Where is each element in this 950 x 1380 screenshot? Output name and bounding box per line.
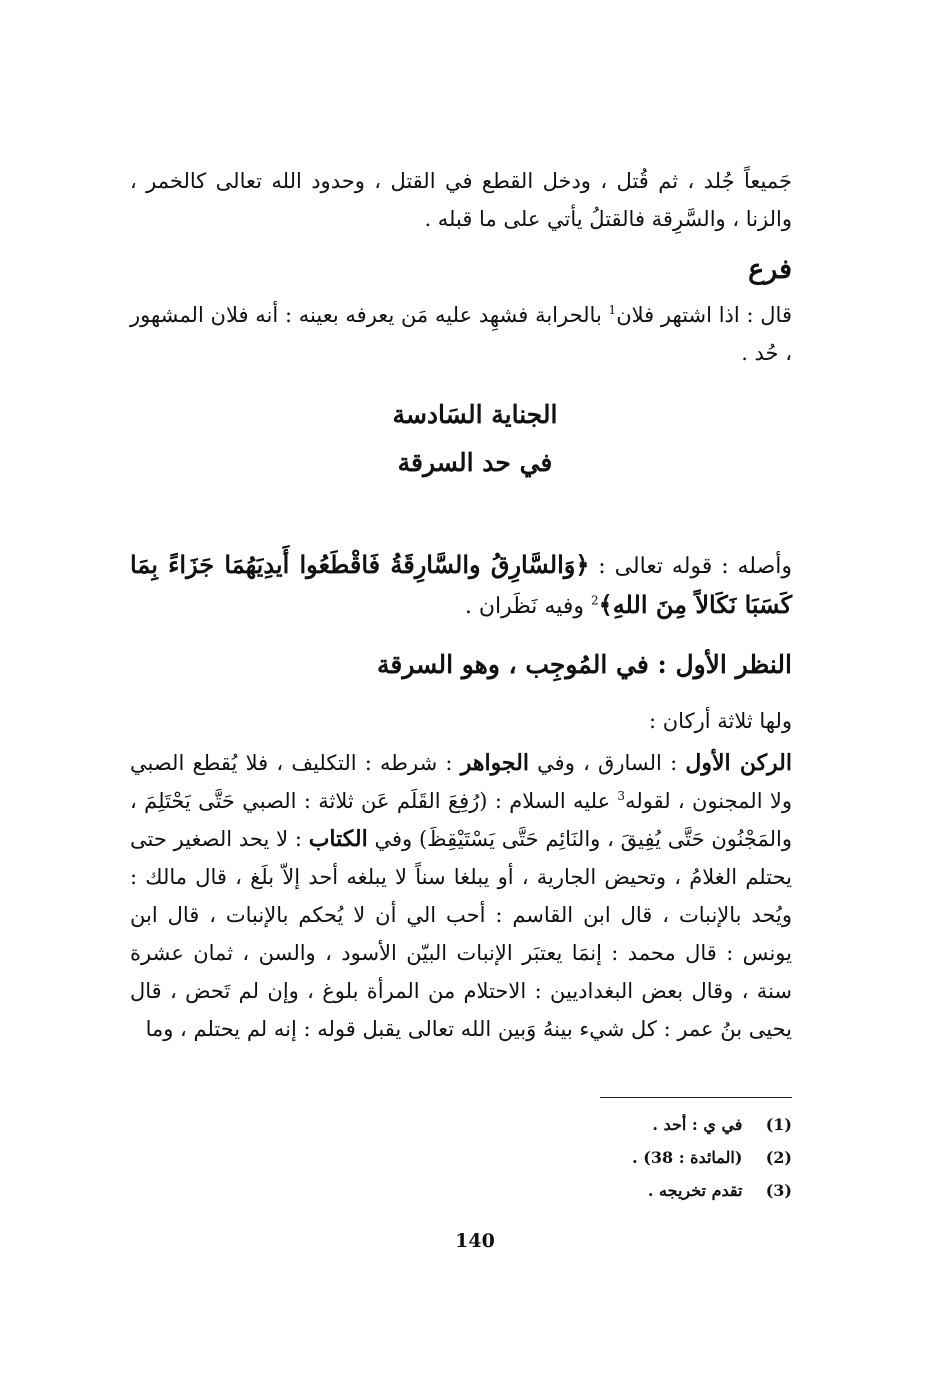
keyword-kitab: الكتاب — [308, 826, 368, 852]
keyword-first-pillar: الركن الأول — [685, 750, 792, 776]
footnote-text: تقدم تخريجه . — [647, 1181, 743, 1200]
footnote-number: (2) — [765, 1148, 792, 1167]
footnote-divider — [600, 1097, 792, 1098]
paragraph-continuation: جَميعاً جُلد ، ثم قُتل ، ودخل القطع في القتل ، وحدود الله تعالى كالخمر ، والزنا ، والسَّرِقة فالقتلُ يأتي على ما قبله . — [130, 169, 792, 231]
subheading-far: فرع — [748, 254, 792, 285]
quran-verse: ﴿وَالسَّارِقُ والسَّارِقَةُ فَاقْطَعُوا أَيدِيَهُمَا جَزَاءً بِمَا كَسَبَا نَكَالاً مِنَ اللهِ﴾ — [130, 550, 792, 619]
paragraph-origin: وأصله : قوله تعالى : ﴿وَالسَّارِقُ والسَّارِقَةُ فَاقْطَعُوا أَيدِيَهُمَا جَزَاءً بِمَا كَسَبَا نَكَالاً مِنَ اللهِ﴾$^2$ وفيه نَظَران . — [130, 550, 792, 619]
footnote-ref-2: 2 — [590, 593, 599, 608]
section-heading: النظر الأول : في المُوجِب ، وهو السرقة — [377, 650, 792, 679]
footnote-3 — [392, 1176, 792, 1206]
keyword-jawahir: الجواهر — [460, 750, 529, 776]
chapter-subtitle: في حد السرقة — [397, 448, 553, 477]
footnote-number: (3) — [765, 1181, 792, 1200]
footnote-text: (المائدة : 38) . — [632, 1148, 743, 1167]
footnote-1 — [392, 1110, 792, 1140]
footnote-text: في ي : أحد . — [652, 1115, 743, 1134]
footnote-ref-1: 1 — [608, 303, 617, 317]
paragraph-pillars-intro: ولها ثلاثة أركان : — [649, 709, 792, 733]
page-number: 140 — [455, 1230, 495, 1252]
paragraph-first-pillar: الركن الأول : السارق ، وفي الجواهر : شرطه : التكليف ، فلا يُقطع الصبي ولا المجنون ، لقوله$^3$ عليه السلام : (رُفِعَ القَلَم عَن ثلاثة : الصبي حَتَّى يَحْتَلِمَ ، والمَجْنُون حَتَّى يُفِيقَ ، والنَائِم حَتَّى يَسْتَيْقِظَ) وفي الكتاب : لا يحد الصغير حتى يحتلم الغلامُ ، وتحيض الجارية ، أو يبلغا سناً لا يبلغه أحد إلاّ بلَغ ، قال مالك : ويُحد بالإنبات ، قال ابن القاسم : أحب الي أن لا يُحكم بالإنبات ، قال ابن يونس : قال محمد : إنمَا يعتبَر الإنبات البيّن الأسود ، والسن ، ثمان عشرة سنة ، وقال بعض البغداديين : الاحتلام من المرأة بلوغ ، وإن لم تَحض ، قال يحيى بنُ عمر : كل شيء بينهُ وَبين الله تعالى يقبل قوله : إنه لم يحتلم ، وما — [130, 750, 793, 1041]
chapter-title: الجناية السَادسة — [392, 400, 558, 429]
paragraph-far: قال : اذا اشتهر فلان$^1$ بالحرابة فشهِد عليه مَن يعرفه بعينه : أنه فلان المشهور ، حُد . — [130, 303, 792, 365]
footnote-2 — [392, 1143, 792, 1173]
footnote-number: (1) — [765, 1115, 792, 1134]
footnote-ref-3: 3 — [617, 789, 626, 803]
